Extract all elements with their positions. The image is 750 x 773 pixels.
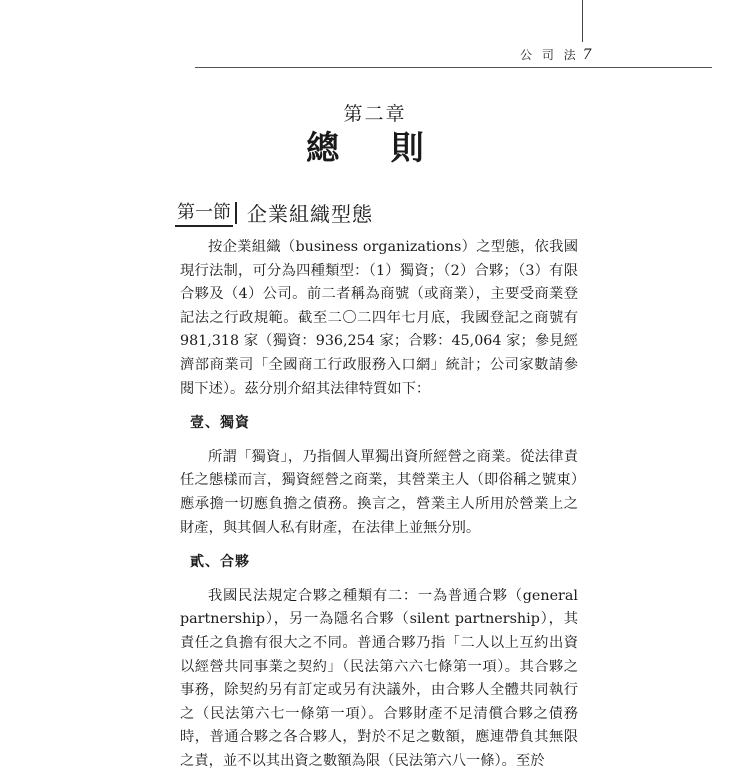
section-title: 企業組織型態 bbox=[247, 202, 373, 226]
paragraph-intro: 按企業組織（business organizations）之型態，依我國現行法制，可分為四種類型：（1）獨資；（2）合夥；（3）有限合夥及（4）公司。前二者稱為商號（或商業），主要受商業登記法之行政規範。截至二〇二四年七月底，我國登記之商號有 981,318 家（獨資：936,254 家；合夥：45,064 家；參見經濟部商業司「全國商工行政服務入口網」統計；公司家數請參閱下述）。茲分別介紹其法律特質如下： bbox=[180, 239, 578, 397]
paragraph-partnership: 我國民法規定合夥之種類有二：一為普通合夥（general partnership），另一為隱名合夥（silent partnership），其責任之負擔有很大之不同。普通合夥乃指「二人以上互約出資以經營共同事業之契約」（民法第六六七條第一項）。其合夥之事務，除契約另有訂定或另有決議外，由合夥人全體共同執行之（民法第六七一條第一項）。合夥財產不足清償合夥之債務時，普通合夥之各合夥人，對於不足之數額，應連帶負其無限之責，並不以其出資之數額為限（民法第六八一條）。至於 bbox=[180, 587, 578, 769]
running-head-title: 公 司 法 bbox=[520, 48, 579, 62]
section-heading bbox=[175, 198, 373, 227]
chapter-number: 第二章 bbox=[343, 103, 407, 125]
page-number: 7 bbox=[582, 47, 595, 63]
subheading-partnership: 貳、合夥 bbox=[190, 554, 250, 571]
section-divider bbox=[235, 202, 237, 224]
paragraph-sole-proprietorship: 所謂「獨資」，乃指個人單獨出資所經營之商業。從法律責任之態樣而言，獨資經營之商業，其營業主人（即俗稱之號東）應承擔一切應負擔之債務。換言之，營業主人所用於營業上之財產，與其個人私有財產，在法律上並無分別。 bbox=[180, 448, 578, 536]
body-text bbox=[180, 236, 578, 773]
chapter-title: 總 則 bbox=[306, 128, 444, 167]
top-margin-rule bbox=[582, 0, 583, 42]
running-head bbox=[520, 46, 700, 63]
section-number: 第一節 bbox=[175, 198, 233, 227]
subheading-sole-proprietorship: 壹、獨資 bbox=[190, 415, 250, 432]
header-rule bbox=[195, 67, 712, 68]
